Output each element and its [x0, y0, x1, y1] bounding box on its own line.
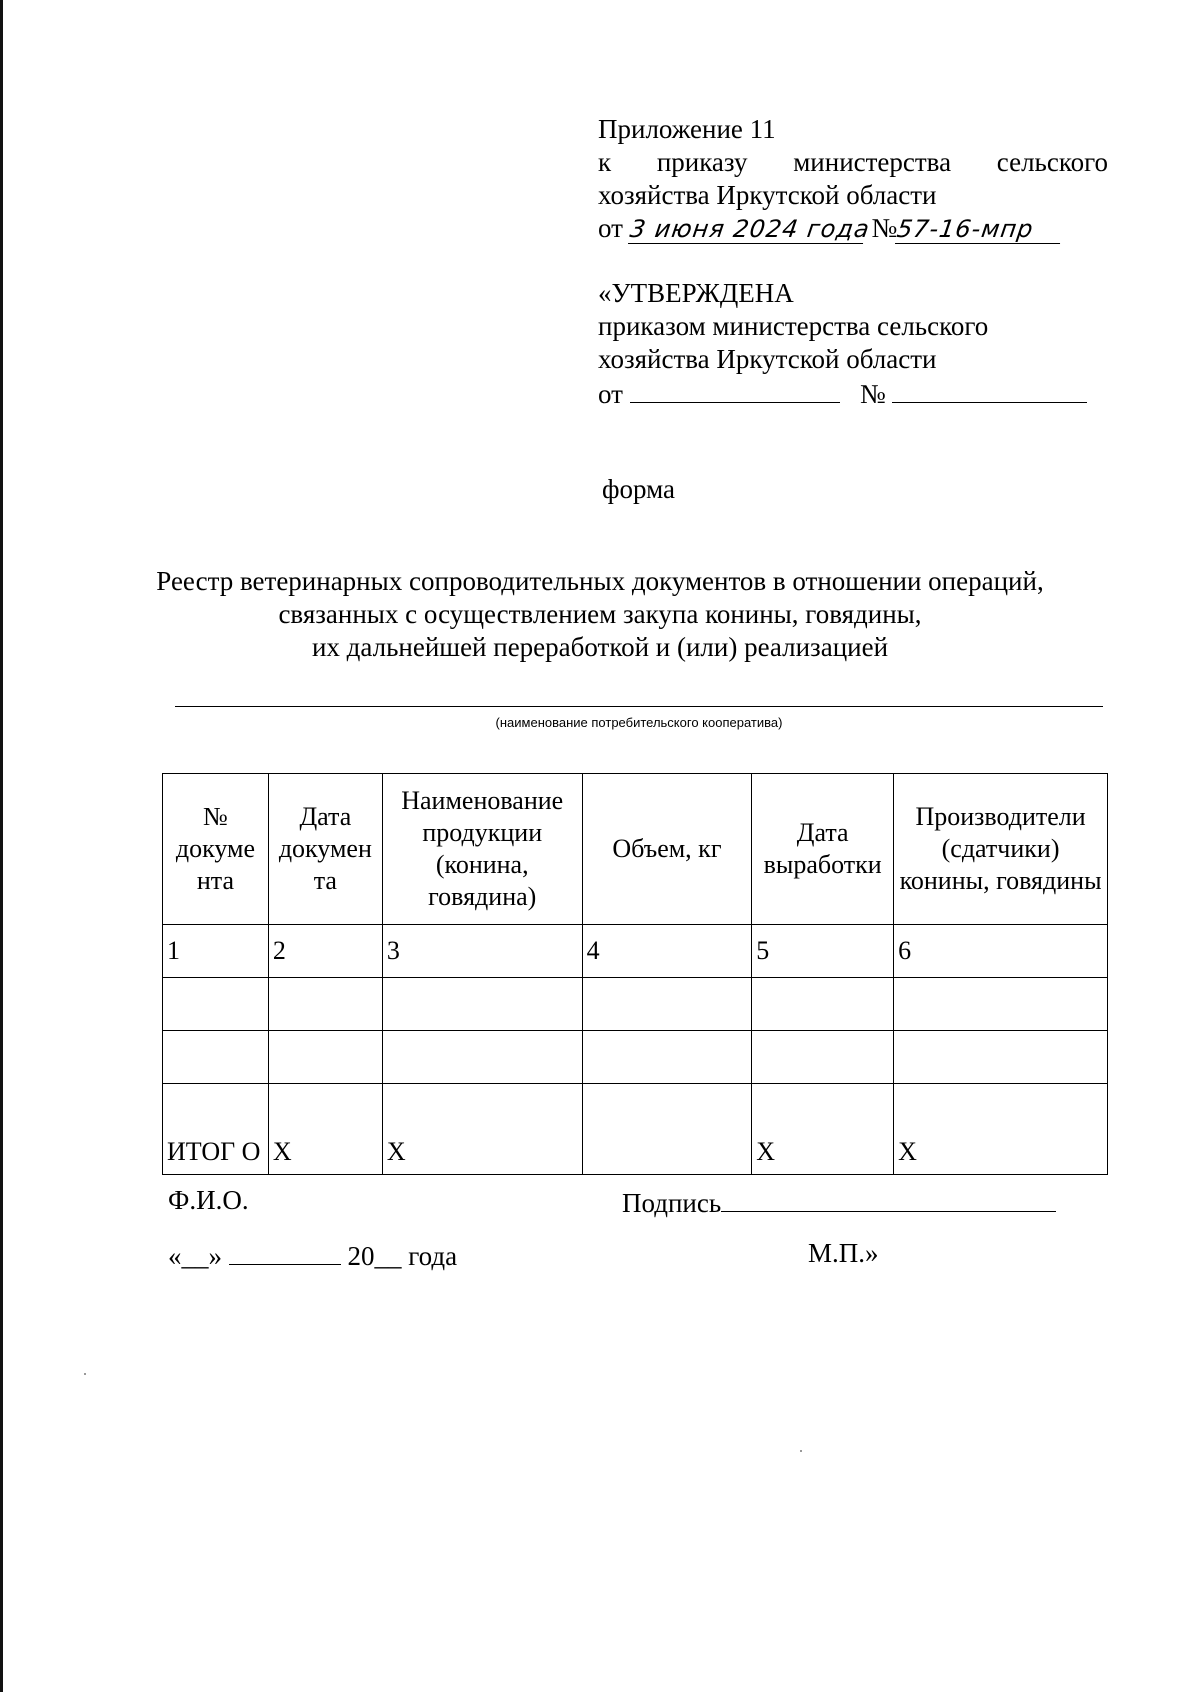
- date-line: [168, 1238, 457, 1272]
- order-word: приказу: [656, 147, 748, 177]
- approved-block: [598, 277, 1108, 411]
- order-word: к: [598, 147, 612, 177]
- column-number: 3: [382, 925, 582, 978]
- signature-line: [622, 1185, 1056, 1219]
- approved-line-1: приказом министерства сельского: [598, 311, 989, 341]
- table-cell: [894, 978, 1108, 1031]
- table-cell: [752, 1031, 894, 1084]
- table-cell: [752, 978, 894, 1031]
- signature-blank: [721, 1185, 1056, 1212]
- total-cell: Х: [268, 1084, 382, 1175]
- approved-title: «УТВЕРЖДЕНА: [598, 278, 794, 308]
- scan-speck: [800, 1450, 802, 1452]
- stamp-place: М.П.»: [808, 1238, 879, 1268]
- signature-label: Подпись: [622, 1188, 722, 1218]
- date-month-blank: [229, 1238, 341, 1265]
- table-cell: [582, 978, 752, 1031]
- title-line: Реестр ветеринарных сопроводительных документов в отношении операций,: [156, 566, 1044, 596]
- column-number: 1: [163, 925, 269, 978]
- table-cell: [582, 1031, 752, 1084]
- number-blank: [892, 376, 1087, 403]
- number-label: №: [871, 213, 898, 243]
- fio-label: Ф.И.О.: [168, 1185, 249, 1215]
- title-line: связанных с осуществлением закупа конины, говядины,: [278, 599, 922, 629]
- total-cell: Х: [382, 1084, 582, 1175]
- order-word: сельского: [996, 147, 1108, 177]
- total-row: [163, 1084, 1108, 1175]
- table-cell: [268, 1031, 382, 1084]
- scan-speck: [84, 1373, 86, 1375]
- form-label: форма: [602, 474, 675, 504]
- document-title: [150, 565, 1050, 664]
- order-date-line: [598, 212, 1108, 245]
- order-line: [598, 146, 1108, 179]
- table-cell: [894, 1031, 1108, 1084]
- total-cell: Х: [752, 1084, 894, 1175]
- coop-name-blank: [175, 706, 1103, 707]
- table-cell: [382, 1031, 582, 1084]
- coop-caption: (наименование потребительского кооператива): [495, 715, 783, 730]
- from-label: от: [598, 379, 623, 409]
- date-blank: [630, 376, 840, 403]
- approved-line-2: хозяйства Иркутской области: [598, 344, 937, 374]
- total-cell: Х: [894, 1084, 1108, 1175]
- table-header-row: [163, 774, 1108, 925]
- header-product-name: Наименование продукции (конина, говядина): [382, 774, 582, 925]
- header-production-date: Дата выработки: [752, 774, 894, 925]
- from-label: от: [598, 213, 623, 243]
- column-number: 5: [752, 925, 894, 978]
- column-number-row: [163, 925, 1108, 978]
- approved-date-line: [598, 376, 1108, 411]
- total-label: ИТОГ О: [163, 1084, 269, 1175]
- order-word: министерства: [793, 147, 952, 177]
- table-row: [163, 978, 1108, 1031]
- appendix-title: Приложение 11: [598, 114, 776, 144]
- table-cell: [268, 978, 382, 1031]
- total-cell: [582, 1084, 752, 1175]
- header-doc-date: Дата докумен та: [268, 774, 382, 925]
- table-cell: [382, 978, 582, 1031]
- column-number: 6: [894, 925, 1108, 978]
- number-label: №: [859, 379, 886, 409]
- column-number: 2: [268, 925, 382, 978]
- date-day: «__»: [168, 1241, 222, 1271]
- date-year: 20__ года: [347, 1241, 458, 1271]
- table-cell: [163, 978, 269, 1031]
- header-volume: Объем, кг: [582, 774, 752, 925]
- ministry-line: хозяйства Иркутской области: [598, 180, 937, 210]
- scan-edge: [0, 0, 3, 1692]
- title-line: их дальнейшей переработкой и (или) реализацией: [311, 632, 889, 662]
- registry-table: [162, 773, 1108, 1175]
- header-producers: Производители (сдатчики) конины, говядины: [894, 774, 1108, 925]
- handwritten-date: 3 июня 2024 года: [627, 215, 872, 243]
- appendix-block: [598, 113, 1108, 245]
- column-number: 4: [582, 925, 752, 978]
- header-doc-number: № докуме нта: [163, 774, 269, 925]
- handwritten-number: 57-16-мпр: [895, 215, 1064, 244]
- table-cell: [163, 1031, 269, 1084]
- table-row: [163, 1031, 1108, 1084]
